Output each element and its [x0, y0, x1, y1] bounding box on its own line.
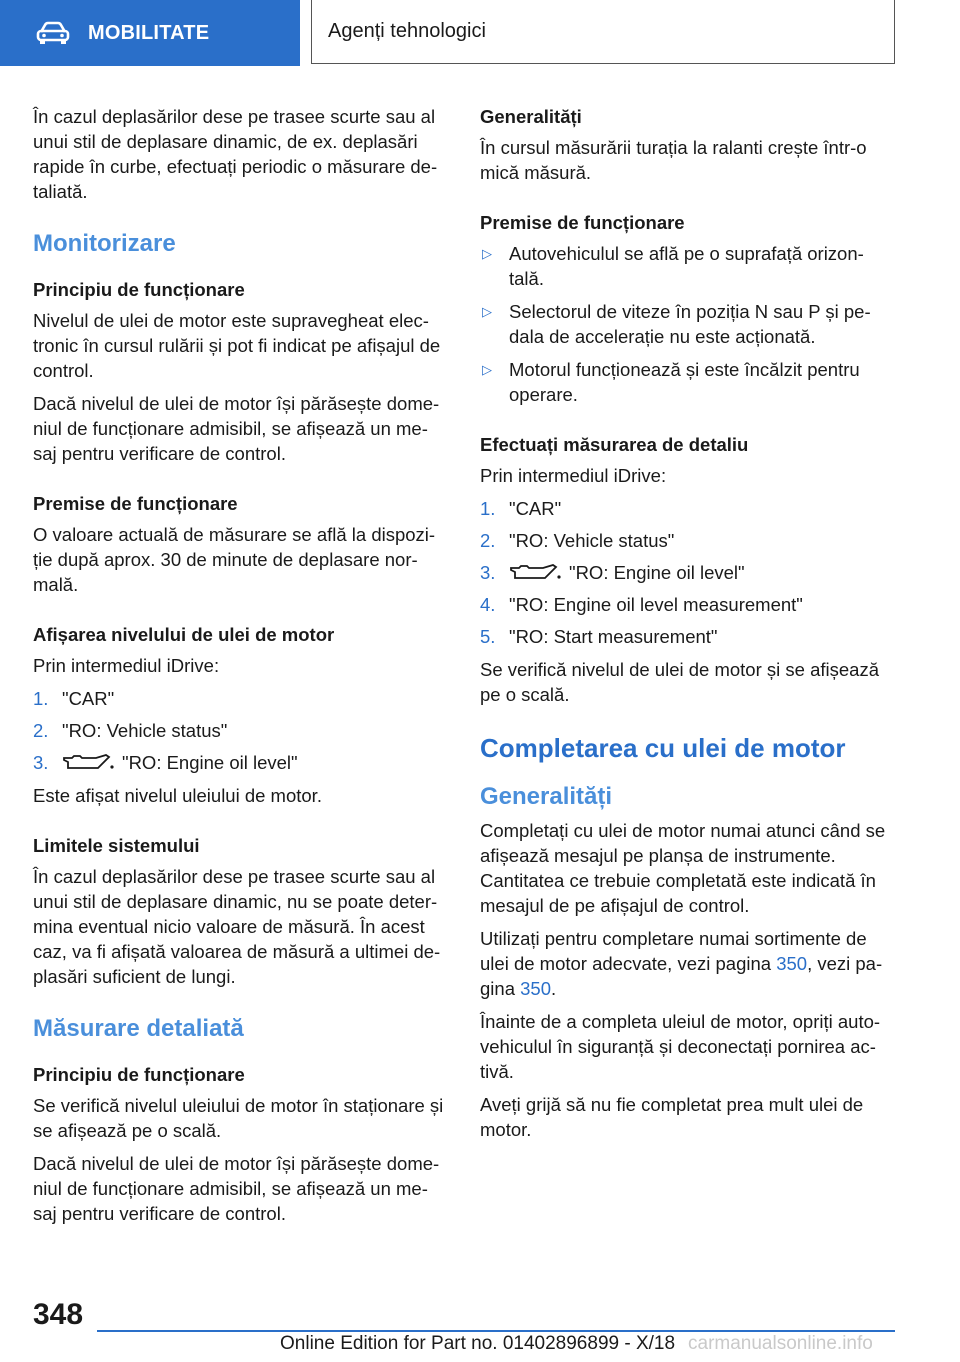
- list-item: 2. "RO: Vehicle status": [480, 530, 675, 551]
- detailed-paragraph: Dacă nivelul de ulei de motor își părăsește dome-niul de funcționare admisibil, se afișează un me-saj pentru verificare de control.: [33, 1153, 440, 1224]
- measure-intro: Prin intermediul iDrive:: [480, 465, 667, 486]
- limits-paragraph: În cazul deplasărilor dese pe trasee scurte sau al unui stil de deplasare dinamic, nu se poate deter-mina eventual nicio valoare de măsură. În acest caz, va fi afișată valoarea de măsură a ultimei de-plasări suficient de lungi.: [33, 866, 441, 987]
- chapter-title: Agenți tehnologici: [328, 20, 486, 42]
- detailed-principle-heading: Principiu de funcționare: [33, 1064, 245, 1085]
- watermark: carmanualsonline.info: [688, 1333, 873, 1354]
- premises-list: [480, 241, 898, 407]
- detailed-paragraph: Se verifică nivelul uleiului de motor în staționare și se afișează pe o scală.: [33, 1095, 444, 1141]
- general-heading: Generalități: [480, 106, 582, 127]
- display-intro: Prin intermediul iDrive:: [33, 655, 220, 676]
- principle-heading: Principiu de funcționare: [33, 279, 245, 300]
- principle-paragraph: Nivelul de ulei de motor este supravegheat elec-tronic în cursul rulării și pot fi indicat pe afișajul de control.: [33, 310, 441, 381]
- limits-heading: Limitele sistemului: [33, 835, 200, 856]
- section-tab: [0, 0, 300, 66]
- fill-general-heading: Generalități: [480, 783, 613, 810]
- section-title: MOBILITATE: [88, 21, 210, 44]
- list-item: 3. "RO: Engine oil level": [480, 562, 745, 583]
- list-item: 5. "RO: Start measurement": [480, 626, 718, 647]
- intro-paragraph: În cazul deplasărilor dese pe trasee scurte sau al unui stil de deplasare dinamic, de ex. deplasări rapide în curbe, efectuați periodic o măsurare de-taliată.: [33, 106, 438, 202]
- principle-paragraph: Dacă nivelul de ulei de motor își părăsește dome-niul de funcționare admisibil, se afișează un me-saj pentru verificare de control.: [33, 393, 440, 464]
- fill-paragraph: Aveți grijă să nu fie completat prea mult ulei de motor.: [480, 1094, 864, 1140]
- triangle-bullet-icon: ▷: [482, 304, 492, 319]
- display-steps: [33, 686, 451, 775]
- detailed-heading: Măsurare detaliată: [33, 1015, 244, 1042]
- fill-paragraph: Înainte de a completa uleiul de motor, opriți auto-vehiculul în siguranță și deconectați pornirea ac-tivă.: [480, 1011, 881, 1082]
- measure-heading: Efectuați măsurarea de detaliu: [480, 434, 749, 455]
- fill-heading: Completarea cu ulei de motor: [480, 733, 846, 763]
- fill-paragraph: Utilizați pentru completare numai sortimente de ulei de motor adecvate, vezi pagina 350, vezi pa-gina 350.: [480, 928, 883, 999]
- display-result: Este afișat nivelul uleiului de motor.: [33, 785, 322, 806]
- fill-paragraph: Completați cu ulei de motor numai atunci când se afișează mesajul pe planșa de instrumente. Cantitatea ce trebuie completată este indicată în mesajul de pe afișajul de control.: [480, 820, 886, 916]
- list-item: ▷ Selectorul de viteze în poziția N sau P și pe-dala de accelerație nu este acționată.: [482, 301, 871, 347]
- chapter-box: [311, 0, 895, 64]
- page-link[interactable]: 350: [776, 953, 808, 974]
- page-header: [0, 0, 960, 66]
- premises-paragraph: O valoare actuală de măsurare se află la dispozi-ție după aprox. 30 de minute de deplasare nor-mală.: [33, 524, 436, 595]
- list-item: 4. "RO: Engine oil level measurement": [480, 594, 803, 615]
- triangle-bullet-icon: ▷: [482, 362, 492, 377]
- oil-can-icon: [62, 754, 114, 772]
- general-paragraph: În cursul măsurării turația la ralanti crește într-o mică măsură.: [480, 137, 867, 183]
- premises-heading: Premise de funcționare: [33, 493, 238, 514]
- car-icon: [36, 21, 70, 45]
- measure-result: Se verifică nivelul de ulei de motor și se afișează pe o scală.: [480, 659, 879, 705]
- list-item: 2. "RO: Vehicle status": [33, 720, 228, 741]
- page-link[interactable]: 350: [520, 978, 551, 999]
- list-item: 1. "CAR": [480, 498, 562, 519]
- list-item: ▷ Motorul funcționează și este încălzit pentru operare.: [482, 359, 860, 405]
- left-column: [33, 104, 451, 1234]
- oil-can-icon: [509, 564, 561, 582]
- display-heading: Afișarea nivelului de ulei de motor: [33, 624, 335, 645]
- list-item: ▷ Autovehiculul se află pe o suprafață orizon-tală.: [482, 243, 864, 289]
- premises-heading: Premise de funcționare: [480, 212, 685, 233]
- page-number: 348: [33, 1298, 84, 1331]
- monitor-heading: Monitorizare: [33, 230, 176, 257]
- footer-edition: Online Edition for Part no. 01402896899 - X/18: [280, 1333, 676, 1354]
- footer-divider: [97, 1330, 895, 1332]
- measure-steps: [480, 496, 898, 649]
- triangle-bullet-icon: ▷: [482, 246, 492, 261]
- right-column: [480, 104, 898, 1150]
- list-item: 3. "RO: Engine oil level": [33, 752, 298, 773]
- list-item: 1. "CAR": [33, 688, 115, 709]
